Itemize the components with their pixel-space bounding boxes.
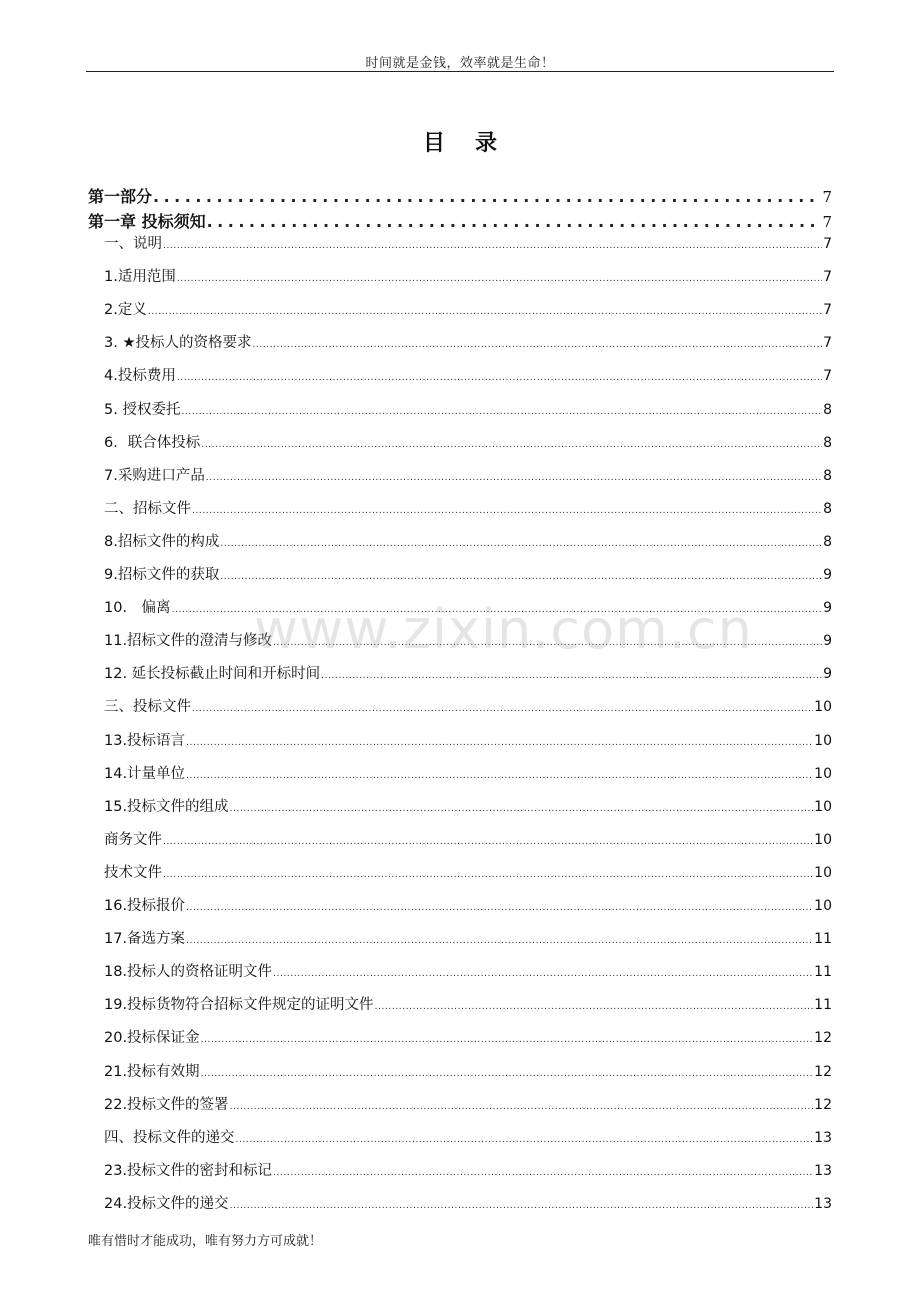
toc-leader-dots	[192, 704, 813, 714]
toc-entry[interactable]	[104, 662, 832, 683]
toc-entry-page: 8	[823, 401, 832, 418]
toc-entry[interactable]	[104, 762, 832, 783]
toc-entry[interactable]	[104, 596, 832, 617]
toc-entry-page: 13	[814, 1162, 832, 1179]
toc-entry-page: 8	[823, 467, 832, 484]
toc-entry-page: 8	[823, 500, 832, 517]
toc-entry-label: 2.定义	[104, 302, 147, 319]
toc-leader-dots	[375, 1002, 814, 1012]
toc-entry-label: 18.投标人的资格证明文件	[104, 964, 273, 981]
toc-leader-dots	[192, 506, 822, 516]
toc-entry-label: 三、投标文件	[104, 699, 191, 716]
toc-entry-page: 10	[814, 765, 832, 782]
toc-entry[interactable]	[104, 497, 832, 518]
toc-leader-dots	[172, 605, 823, 615]
toc-entry-label: 23.投标文件的密封和标记	[104, 1162, 273, 1179]
toc-entry-page: 7	[823, 368, 832, 385]
toc-entry-page: 11	[814, 964, 832, 981]
toc-entry-label: 6．联合体投标	[104, 434, 201, 451]
toc-entry-page: 11	[814, 997, 832, 1014]
toc-leader-dots	[153, 187, 821, 206]
toc-entry-label: 4.投标费用	[104, 368, 176, 385]
toc-entry-label: 二、招标文件	[104, 500, 191, 517]
toc-entry-page: 11	[814, 931, 832, 948]
toc-entry[interactable]	[104, 1126, 832, 1147]
toc-leader-dots	[186, 771, 813, 781]
toc-entry-label: 21.投标有效期	[104, 1063, 200, 1080]
toc-entry[interactable]	[104, 530, 832, 551]
toc-entry[interactable]	[104, 695, 832, 716]
toc-entry-label: 商务文件	[104, 831, 162, 848]
toc-entry-page: 10	[814, 732, 832, 749]
toc-entry[interactable]	[104, 265, 832, 286]
toc-entry-label: 1.适用范围	[104, 269, 176, 286]
toc-entry-page: 13	[814, 1195, 832, 1212]
toc-entry-label: 24.投标文件的递交	[104, 1195, 229, 1212]
toc-entry-label: 10． 偏离	[104, 600, 171, 617]
toc-entry[interactable]	[104, 1093, 832, 1114]
toc-leader-dots	[230, 1102, 814, 1112]
toc-leader-dots	[206, 473, 822, 483]
toc-leader-dots	[163, 870, 813, 880]
toc-leader-dots	[186, 936, 813, 946]
toc-entry-page: 10	[814, 699, 832, 716]
toc-entry-label: 技术文件	[104, 864, 162, 881]
toc-entry-label: 四、投标文件的递交	[104, 1129, 235, 1146]
toc-entry[interactable]	[104, 331, 832, 352]
toc-entry-label: 17.备选方案	[104, 931, 186, 948]
toc-entry-page: 13	[814, 1129, 832, 1146]
toc-leader-dots	[186, 903, 813, 913]
toc-entry[interactable]	[104, 828, 832, 849]
toc-leader-dots	[230, 804, 814, 814]
toc-entry[interactable]	[104, 1159, 832, 1180]
toc-entry[interactable]	[104, 894, 832, 915]
toc-leader-dots	[186, 738, 813, 748]
toc-entry-label: 7.采购进口产品	[104, 467, 205, 484]
toc-entry-page: 10	[814, 798, 832, 815]
toc-leader-dots	[252, 340, 822, 350]
toc-entry-label: 13.投标语言	[104, 732, 186, 749]
toc-entry-label: 第一部分	[88, 187, 153, 206]
toc-entry[interactable]	[104, 563, 832, 584]
toc-title: 目录	[422, 131, 527, 156]
toc-entry[interactable]	[104, 1026, 832, 1047]
watermark: www.zixin.com.cn	[254, 598, 753, 661]
toc-leader-dots	[148, 307, 822, 317]
toc-entry[interactable]	[104, 960, 832, 981]
toc-entry-page: 9	[823, 567, 832, 583]
toc-leader-dots	[201, 440, 822, 450]
toc-leader-dots	[201, 1035, 814, 1045]
toc-entry-page: 7	[823, 236, 832, 252]
toc-entry-label: 19.投标货物符合招标文件规定的证明文件	[104, 997, 374, 1014]
header-divider	[86, 71, 834, 72]
page-header: 时间就是金钱，效率就是生命！	[365, 56, 555, 71]
toc-entry-label: 第一章 投标须知	[88, 212, 206, 231]
toc-entry-page: 10	[814, 864, 832, 881]
toc-entry-label: 15.投标文件的组成	[104, 798, 229, 815]
toc-leader-dots	[163, 837, 813, 847]
toc-entry[interactable]	[104, 861, 832, 882]
toc-entry-label: 12. 延长投标截止时间和开标时间	[104, 666, 321, 683]
toc-entry-label: 14.计量单位	[104, 765, 186, 782]
toc-entry-page: 9	[823, 633, 832, 650]
toc-entry-label: 8.招标文件的构成	[104, 533, 220, 550]
toc-entry[interactable]	[104, 1060, 832, 1081]
toc-entry-page: 7	[823, 335, 832, 352]
toc-leader-dots	[177, 373, 822, 383]
toc-entry-page: 9	[823, 600, 832, 617]
toc-leader-dots	[177, 274, 822, 284]
toc-entry-label: 9.招标文件的获取	[104, 567, 220, 583]
toc-leader-dots	[201, 1069, 814, 1079]
page-footer: 唯有惜时才能成功，唯有努力方可成就！	[88, 1234, 323, 1249]
toc-entry-page: 7	[823, 269, 832, 286]
toc-entry-label: 20.投标保证金	[104, 1030, 200, 1047]
toc-entry-page: 10	[814, 898, 832, 914]
toc-entry-label: 22.投标文件的签署	[104, 1096, 229, 1113]
toc-entry-page: 10	[814, 831, 832, 848]
toc-entry[interactable]	[104, 1192, 832, 1213]
toc-entry[interactable]	[104, 298, 832, 319]
toc-leader-dots	[207, 212, 822, 231]
toc-entry-label: 3. ★投标人的资格要求	[104, 335, 252, 352]
toc-leader-dots	[181, 407, 822, 417]
toc-entry[interactable]	[104, 364, 832, 385]
toc-entry[interactable]	[88, 209, 832, 232]
toc-entry[interactable]	[104, 729, 832, 750]
toc-leader-dots	[236, 1135, 814, 1145]
toc-entry-page: 12	[814, 1030, 832, 1047]
toc-entry-page: 9	[823, 666, 832, 683]
toc-entry[interactable]	[104, 927, 832, 948]
toc-leader-dots	[273, 638, 822, 648]
toc-leader-dots	[273, 969, 813, 979]
toc-entry[interactable]	[104, 629, 832, 650]
toc-entry-page: 12	[814, 1063, 832, 1080]
toc-leader-dots	[163, 241, 822, 251]
toc-entry-page: 8	[823, 434, 832, 451]
toc-leader-dots	[321, 671, 822, 681]
toc-entry[interactable]	[104, 464, 832, 485]
toc-entry-page: 7	[822, 213, 832, 231]
toc-entry-label: 一、说明	[104, 236, 162, 252]
toc-entry[interactable]	[88, 184, 832, 207]
toc-entry-page: 7	[822, 188, 832, 206]
toc-leader-dots	[273, 1168, 813, 1178]
toc-leader-dots	[230, 1201, 814, 1211]
toc-entry[interactable]	[104, 431, 832, 452]
toc-entry[interactable]	[104, 993, 832, 1014]
toc-leader-dots	[220, 539, 822, 549]
toc-entry[interactable]	[104, 232, 832, 253]
toc-entry-label: 11.招标文件的澄清与修改	[104, 633, 273, 650]
toc-entry[interactable]	[104, 398, 832, 419]
toc-entry[interactable]	[104, 795, 832, 816]
toc-entry-page: 7	[823, 302, 832, 319]
toc-entry-label: 16.投标报价	[104, 898, 186, 914]
toc-entry-label: 5. 授权委托	[104, 401, 181, 418]
toc-entry-page: 12	[814, 1096, 832, 1113]
toc-entry-page: 8	[823, 533, 832, 550]
toc-leader-dots	[220, 572, 822, 582]
